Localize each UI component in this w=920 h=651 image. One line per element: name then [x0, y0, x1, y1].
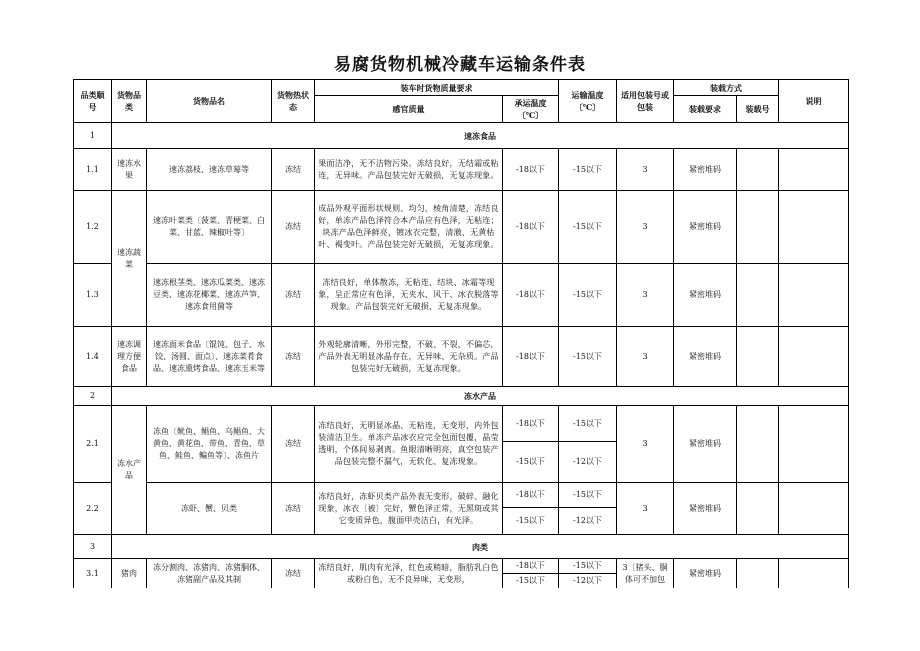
section-name: 冻水产品	[112, 387, 849, 406]
row-sensory: 冻结良好，肌肉有光泽，红色或稍暗，脂肪乳白色或粉白色，无不良异味，无变形，	[315, 559, 503, 589]
row-load-temp: -18以下	[503, 483, 559, 508]
row-loading-no	[737, 191, 779, 264]
row-thermal: 冻结	[272, 483, 315, 535]
row-load-temp: -15以下	[503, 442, 559, 483]
row-pack: 3	[617, 327, 674, 387]
row-thermal: 冻结	[272, 264, 315, 327]
row-load-temp: -18以下	[503, 191, 559, 264]
row-load-temp: -15以下	[503, 574, 559, 589]
row-no: 1.2	[74, 191, 112, 264]
header-loading-req: 装载要求	[674, 96, 737, 123]
row-load-temp: -18以下	[503, 264, 559, 327]
header-sensory: 感官质量	[315, 96, 503, 123]
row-thermal: 冻结	[272, 191, 315, 264]
row-pack: 3〔猪头、胴体可不加包	[617, 559, 674, 589]
row-sensory: 成品外观平面形状规则、均匀，棱角清楚，冻结良好，单冻产品色泽符合本产品应有色泽，无粘连；块冻产品色泽鲜亮，镀冰衣完整，清澈、无黄枯叶、褐变叶。产品包装完好无破损，无复冻现象。	[315, 191, 503, 264]
row-pack: 3	[617, 264, 674, 327]
row-category: 猪肉	[112, 559, 147, 589]
row-name: 冻鱼〔鱿鱼、鲳鱼、乌鲳鱼、大黄鱼、黄花鱼、带鱼、青鱼、草鱼、鲑鱼、鳊鱼等〕、冻鱼片	[147, 406, 272, 483]
header-transport-temp: 运输温度〔℃〕	[559, 80, 617, 123]
row-loading-no	[737, 483, 779, 535]
row-name: 速冻根茎类、速冻瓜菜类、速冻豆类、速冻花椰菜、速冻芦笋、速冻食用菌等	[147, 264, 272, 327]
row-loading-no	[737, 406, 779, 483]
row-no: 1.1	[74, 149, 112, 191]
row-transport-temp: -15以下	[559, 559, 617, 574]
row-thermal: 冻结	[272, 149, 315, 191]
row-transport-temp: -15以下	[559, 406, 617, 442]
row-loading-req: 紧密堆码	[674, 483, 737, 535]
row-thermal: 冻结	[272, 406, 315, 483]
row-sensory: 冻结良好，单体散冻，无粘连、结块、冰霜等现象，呈正常应有色泽，无夹水、风干、冰衣脱落等现象。产品包装完好无破损，无复冻现象。	[315, 264, 503, 327]
row-notes	[779, 191, 849, 264]
row-loading-req: 紧密堆码	[674, 149, 737, 191]
row-name: 速冻面米食品〔馄饨、包子、水饺、汤圆、面点〕、速冻菜肴食品、速冻熏烤食品、速冻玉米等	[147, 327, 272, 387]
section-name: 肉类	[112, 535, 849, 559]
row-sensory: 果面洁净，无不洁物污染。冻结良好，无结霜或粘连，无异味。产品包装完好无破损，无复冻现象。	[315, 149, 503, 191]
row-category: 速冻蔬菜	[112, 191, 147, 327]
row-no: 1.4	[74, 327, 112, 387]
row-pack: 3	[617, 406, 674, 483]
row-name: 速冻荔枝、速冻草莓等	[147, 149, 272, 191]
row-name: 冻虾、蟹、贝类	[147, 483, 272, 535]
row-transport-temp: -15以下	[559, 191, 617, 264]
section-name: 速冻食品	[112, 123, 849, 149]
header-quality-group: 装车时货物质量要求	[315, 80, 559, 96]
row-load-temp: -15以下	[503, 508, 559, 535]
row-sensory: 冻结良好，冻虾贝类产品外表无变形，破碎、融化现象，冰衣〔被〕完好，蟹色泽正常，无黑斑或其它变质异色，腹面甲壳洁白，有光泽。	[315, 483, 503, 535]
row-pack: 3	[617, 191, 674, 264]
header-loading-no: 装载号	[737, 96, 779, 123]
row-category: 速冻水果	[112, 149, 147, 191]
row-category: 冻水产品	[112, 406, 147, 535]
row-loading-req: 紧密堆码	[674, 264, 737, 327]
table-row	[74, 483, 849, 508]
header-pack-no: 适用包装号或包装	[617, 80, 674, 123]
row-category: 速冻调理方便食品	[112, 327, 147, 387]
header-loading-group: 装载方式	[674, 80, 779, 96]
row-notes	[779, 483, 849, 535]
row-notes	[779, 327, 849, 387]
row-no: 3.1	[74, 559, 112, 589]
row-transport-temp: -15以下	[559, 264, 617, 327]
row-loading-req: 紧密堆码	[674, 191, 737, 264]
header-name: 货物品名	[147, 80, 272, 123]
row-notes	[779, 406, 849, 483]
row-load-temp: -18以下	[503, 149, 559, 191]
row-loading-no	[737, 264, 779, 327]
row-transport-temp: -12以下	[559, 508, 617, 535]
row-thermal: 冻结	[272, 559, 315, 589]
row-loading-no	[737, 327, 779, 387]
row-name: 速冻叶菜类〔菠菜、青梗菜、白菜、甘蓝、辣椒叶等〕	[147, 191, 272, 264]
table-row	[74, 559, 849, 574]
row-loading-req: 紧密堆码	[674, 406, 737, 483]
row-thermal: 冻结	[272, 327, 315, 387]
row-load-temp: -18以下	[503, 559, 559, 574]
row-name: 冻分割肉、冻猪肉、冻猪胴体、冻猪副产品及其制	[147, 559, 272, 589]
row-no: 1.3	[74, 264, 112, 327]
row-sensory: 外观轮廓清晰，外形完整，不破、不裂，不偏芯，产品外表无明显冰晶存在，无异味、无杂质。产品包装完好无破损，无复冻现象。	[315, 327, 503, 387]
header-category: 货物品类	[112, 80, 147, 123]
row-loading-req: 紧密堆码	[674, 559, 737, 589]
row-pack: 3	[617, 483, 674, 535]
table-row	[74, 191, 849, 264]
row-load-temp: -18以下	[503, 327, 559, 387]
row-transport-temp: -15以下	[559, 327, 617, 387]
row-load-temp: -18以下	[503, 406, 559, 442]
row-transport-temp: -12以下	[559, 442, 617, 483]
row-loading-req: 紧密堆码	[674, 327, 737, 387]
page-title: 易腐货物机械冷藏车运输条件表	[334, 55, 586, 75]
table-row	[74, 406, 849, 442]
row-sensory: 冻结良好，无明显冰晶、无粘连，无变形，内外包装清洁卫生。单冻产品冰衣应完全包面包覆，晶莹透明，个体间易剥离。鱼眼清晰明亮，真空包装产品包装完整不漏气，无软化、复冻现象。	[315, 406, 503, 483]
row-notes	[779, 559, 849, 589]
section-no: 3	[74, 535, 112, 559]
row-loading-no	[737, 149, 779, 191]
header-thermal: 货物热状态	[272, 80, 315, 123]
transport-conditions-table	[73, 79, 849, 588]
section-no: 2	[74, 387, 112, 406]
row-transport-temp: -15以下	[559, 483, 617, 508]
row-notes	[779, 264, 849, 327]
row-transport-temp: -12以下	[559, 574, 617, 589]
row-no: 2.1	[74, 406, 112, 483]
section-no: 1	[74, 123, 112, 149]
header-load-temp: 承运温度〔℃〕	[503, 96, 559, 123]
table-row	[74, 327, 849, 387]
row-no: 2.2	[74, 483, 112, 535]
row-notes	[779, 149, 849, 191]
row-transport-temp: -15以下	[559, 149, 617, 191]
header-notes: 说明	[779, 80, 849, 123]
table-row	[74, 149, 849, 191]
header-no: 品类顺号	[74, 80, 112, 123]
row-loading-no	[737, 559, 779, 589]
row-pack: 3	[617, 149, 674, 191]
table-row	[74, 264, 849, 327]
